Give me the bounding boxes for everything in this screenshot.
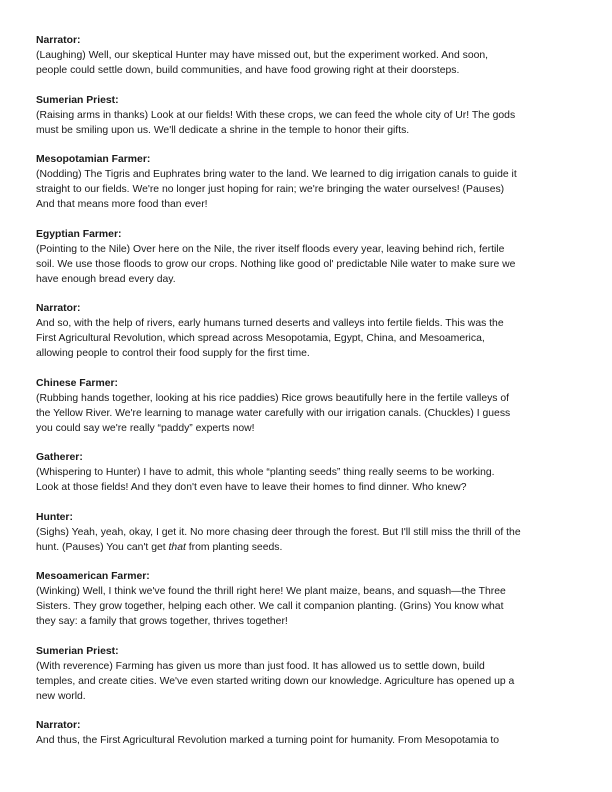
speaker-name: Sumerian Priest: (36, 645, 119, 657)
dialogue-line: (Pointing to the Nile) Over here on the Nile, the river itself floods every year, leaving behind rich, fertile (36, 243, 505, 255)
dialogue-block (36, 450, 576, 495)
dialogue-block (36, 152, 576, 212)
dialogue-line: (Sighs) Yeah, yeah, okay, I get it. No more chasing deer through the forest. But I'll still miss the thrill of the (36, 526, 521, 538)
dialogue-block (36, 510, 576, 555)
dialogue-block (36, 33, 576, 78)
dialogue-block (36, 93, 576, 138)
line-text: hunt. (Pauses) You can't get (36, 541, 169, 553)
speaker-name: Chinese Farmer: (36, 377, 118, 389)
dialogue-line: First Agricultural Revolution, which spread across Mesopotamia, Egypt, China, and Mesoamerica, (36, 333, 485, 344)
dialogue-line: allowing people to control their food supply for the first time. (36, 348, 310, 359)
dialogue-line (36, 540, 576, 555)
dialogue-line: And so, with the help of rivers, early humans turned deserts and valleys into fertile fields. This was the (36, 318, 504, 329)
dialogue-line: Sisters. They grow together, helping each other. We call it companion planting. (Grins) You know what (36, 601, 504, 612)
script-page (36, 33, 576, 763)
dialogue-line: And that means more food than ever! (36, 199, 208, 210)
speaker-name: Narrator: (36, 35, 81, 46)
dialogue-block (36, 718, 576, 748)
dialogue-line: (Laughing) Well, our skeptical Hunter may have missed out, but the experiment worked. And soon, (36, 50, 489, 61)
dialogue-line: have enough bread every day. (36, 273, 176, 285)
dialogue-block (36, 376, 576, 436)
dialogue-line: (With reverence) Farming has given us more than just food. It has allowed us to settle down, build (36, 660, 485, 672)
dialogue-line: (Raising arms in thanks) Look at our fields! With these crops, we can feed the whole city of Ur! The gods (36, 109, 516, 121)
dialogue-line: (Winking) Well, I think we've found the thrill right here! We plant maize, beans, and squash—the Three (36, 586, 506, 597)
dialogue-block (36, 569, 576, 629)
dialogue-line: people could settle down, build communities, and have food growing right at their doorsteps. (36, 65, 460, 76)
dialogue-line: they say: a family that grows together, thrives together! (36, 616, 288, 627)
dialogue-line: temples, and create cities. We've even started writing down our knowledge. Agriculture has opened up a (36, 675, 515, 687)
dialogue-line: you could say we're really “paddy” experts now! (36, 422, 255, 434)
emphasized-word: that (168, 541, 186, 553)
dialogue-line: (Nodding) The Tigris and Euphrates bring water to the land. We learned to dig irrigation canals to guide it (36, 169, 517, 180)
dialogue-block (36, 227, 576, 287)
speaker-name: Narrator: (36, 303, 81, 314)
line-text: from planting seeds. (185, 541, 283, 553)
speaker-name: Mesopotamian Farmer: (36, 154, 151, 165)
dialogue-line: must be smiling upon us. We'll dedicate a shrine in the temple to honor their gifts. (36, 124, 410, 136)
dialogue-line: And thus, the First Agricultural Revolution marked a turning point for humanity. From Mesopotamia to (36, 735, 499, 746)
speaker-name: Hunter: (36, 511, 73, 523)
dialogue-line: new world. (36, 690, 86, 702)
dialogue-line: (Rubbing hands together, looking at his rice paddies) Rice grows beautifully here in the fertile valleys of (36, 392, 510, 404)
speaker-name: Narrator: (36, 720, 81, 731)
dialogue-line: Look at those fields! And they don't even have to leave their homes to find dinner. Who knew? (36, 482, 467, 493)
speaker-name: Egyptian Farmer: (36, 228, 122, 240)
dialogue-line: soil. We use those floods to grow our crops. Nothing like good ol' predictable Nile water to make sure we (36, 258, 516, 270)
dialogue-line: the Yellow River. We're learning to manage water carefully with our irrigation canals. (Chuckles) I guess (36, 407, 511, 419)
dialogue-line: straight to our fields. We're no longer just hoping for rain; we're bringing the water ourselves! (Pauses) (36, 184, 505, 195)
speaker-name: Gatherer: (36, 452, 83, 463)
dialogue-line: (Whispering to Hunter) I have to admit, this whole “planting seeds” thing really seems to be working. (36, 467, 495, 478)
speaker-name: Sumerian Priest: (36, 94, 119, 106)
dialogue-block (36, 644, 576, 704)
dialogue-block (36, 301, 576, 361)
speaker-name: Mesoamerican Farmer: (36, 571, 150, 582)
